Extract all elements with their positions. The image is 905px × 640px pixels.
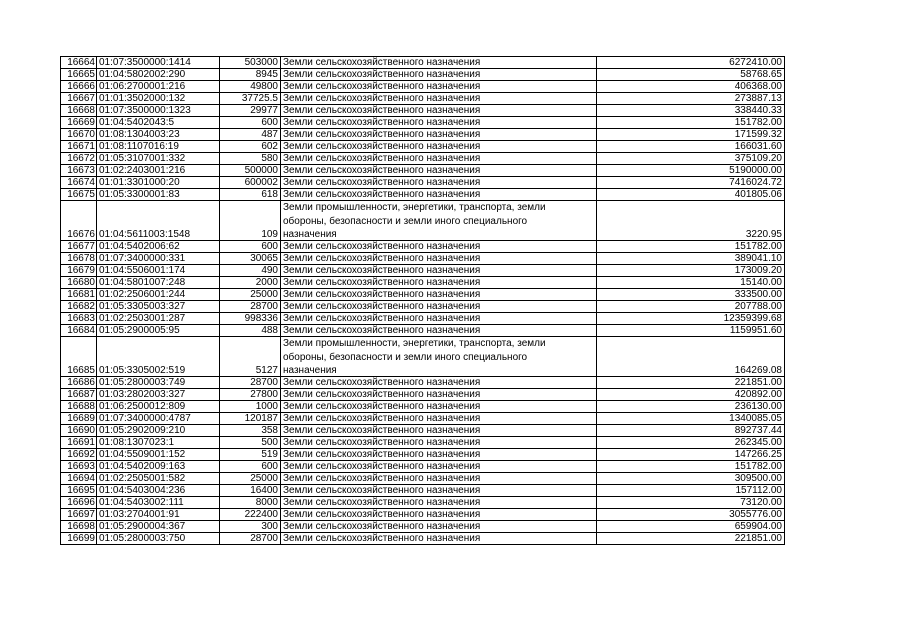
table-row [61, 265, 785, 277]
table-row [61, 93, 785, 105]
row-id-cell: 16676 [61, 201, 97, 241]
land-category-cell [281, 337, 597, 377]
cadastral-number-cell: 01:04:5403002:111 [97, 497, 220, 509]
table-row [61, 473, 785, 485]
land-category-cell [281, 253, 597, 265]
cadastral-number-cell: 01:08:1107016:19 [97, 141, 220, 153]
cadastral-value-cell: 375109.20 [597, 153, 785, 165]
area-cell: 27800 [220, 389, 281, 401]
land-category-line: Земли сельскохозяйственного назначения [283, 533, 481, 544]
table-row [61, 301, 785, 313]
area-cell: 120187 [220, 413, 281, 425]
land-category-cell [281, 201, 597, 241]
table-row [61, 81, 785, 93]
land-category-line: Земли сельскохозяйственного назначения [283, 389, 481, 400]
land-category-cell [281, 377, 597, 389]
table-row [61, 253, 785, 265]
row-id-cell: 16671 [61, 141, 97, 153]
land-category-line: Земли сельскохозяйственного назначения [283, 325, 481, 336]
cadastral-value-cell: 420892.00 [597, 389, 785, 401]
area-cell: 500000 [220, 165, 281, 177]
area-cell: 28700 [220, 301, 281, 313]
table-row [61, 105, 785, 117]
cadastral-number-cell: 01:02:2506001:244 [97, 289, 220, 301]
land-category-cell [281, 509, 597, 521]
row-id-cell: 16665 [61, 69, 97, 81]
row-id-cell: 16693 [61, 461, 97, 473]
land-category-cell [281, 449, 597, 461]
land-category-line: Земли сельскохозяйственного назначения [283, 189, 481, 200]
land-category-line: Земли сельскохозяйственного назначения [283, 165, 481, 176]
cadastral-value-cell: 221851.00 [597, 377, 785, 389]
row-id-cell: 16698 [61, 521, 97, 533]
cadastral-number-cell: 01:04:5403004:236 [97, 485, 220, 497]
row-id-cell: 16699 [61, 533, 97, 545]
land-category-cell [281, 81, 597, 93]
land-category-line: Земли сельскохозяйственного назначения [283, 129, 481, 140]
land-category-cell [281, 301, 597, 313]
table-row [61, 389, 785, 401]
land-category-cell [281, 497, 597, 509]
land-category-cell [281, 129, 597, 141]
table-row [61, 325, 785, 337]
area-cell: 29977 [220, 105, 281, 117]
row-id-cell: 16697 [61, 509, 97, 521]
area-cell: 519 [220, 449, 281, 461]
cadastral-value-cell: 1340085.05 [597, 413, 785, 425]
land-category-line: Земли сельскохозяйственного назначения [283, 509, 481, 520]
row-id-cell: 16668 [61, 105, 97, 117]
land-category-cell [281, 265, 597, 277]
land-category-line: Земли сельскохозяйственного назначения [283, 81, 481, 92]
land-category-line: Земли сельскохозяйственного назначения [283, 141, 481, 152]
cadastral-number-cell: 01:05:2902009:210 [97, 425, 220, 437]
land-category-cell [281, 141, 597, 153]
table-row [61, 313, 785, 325]
table-row [61, 425, 785, 437]
row-id-cell: 16667 [61, 93, 97, 105]
row-id-cell: 16673 [61, 165, 97, 177]
cadastral-value-cell: 401805.06 [597, 189, 785, 201]
area-cell: 49800 [220, 81, 281, 93]
land-category-line: назначения [283, 229, 337, 240]
cadastral-value-cell: 389041.10 [597, 253, 785, 265]
row-id-cell: 16679 [61, 265, 97, 277]
row-id-cell: 16686 [61, 377, 97, 389]
area-cell: 490 [220, 265, 281, 277]
land-category-line: Земли сельскохозяйственного назначения [283, 401, 481, 412]
area-cell: 28700 [220, 533, 281, 545]
land-category-cell [281, 401, 597, 413]
cadastral-number-cell: 01:02:2503001:287 [97, 313, 220, 325]
cadastral-value-cell: 151782.00 [597, 461, 785, 473]
land-category-line: Земли сельскохозяйственного назначения [283, 437, 481, 448]
land-category-line: Земли сельскохозяйственного назначения [283, 57, 481, 68]
cadastral-number-cell: 01:06:2700001:216 [97, 81, 220, 93]
cadastral-number-cell: 01:06:2500012:809 [97, 401, 220, 413]
row-id-cell: 16666 [61, 81, 97, 93]
land-category-cell [281, 153, 597, 165]
row-id-cell: 16674 [61, 177, 97, 189]
table-row [61, 485, 785, 497]
cadastral-number-cell: 01:05:3305002:519 [97, 337, 220, 377]
land-category-line: Земли сельскохозяйственного назначения [283, 301, 481, 312]
land-category-line: Земли сельскохозяйственного назначения [283, 413, 481, 424]
cadastral-value-cell: 171599.32 [597, 129, 785, 141]
area-cell: 109 [220, 201, 281, 241]
land-category-line: Земли сельскохозяйственного назначения [283, 521, 481, 532]
cadastral-number-cell: 01:05:3305003:327 [97, 301, 220, 313]
row-id-cell: 16696 [61, 497, 97, 509]
row-id-cell: 16695 [61, 485, 97, 497]
row-id-cell: 16690 [61, 425, 97, 437]
cadastral-number-cell: 01:03:2802003:327 [97, 389, 220, 401]
area-cell: 37725.5 [220, 93, 281, 105]
land-category-line: Земли сельскохозяйственного назначения [283, 425, 481, 436]
row-id-cell: 16683 [61, 313, 97, 325]
cadastral-value-cell: 273887.13 [597, 93, 785, 105]
table-row [61, 449, 785, 461]
land-category-cell [281, 413, 597, 425]
cadastral-number-cell: 01:05:2900005:95 [97, 325, 220, 337]
land-category-cell [281, 105, 597, 117]
cadastral-value-cell: 333500.00 [597, 289, 785, 301]
cadastral-number-cell: 01:05:2800003:750 [97, 533, 220, 545]
cadastral-number-cell: 01:02:2403001:216 [97, 165, 220, 177]
land-category-cell [281, 521, 597, 533]
row-id-cell: 16692 [61, 449, 97, 461]
cadastral-number-cell: 01:04:5509001:152 [97, 449, 220, 461]
land-category-cell [281, 277, 597, 289]
table-row [61, 129, 785, 141]
table-row [61, 497, 785, 509]
cadastral-number-cell: 01:07:3500000:1323 [97, 105, 220, 117]
cadastral-value-cell: 6272410.00 [597, 57, 785, 69]
cadastral-number-cell: 01:07:3500000:1414 [97, 57, 220, 69]
land-category-line: Земли сельскохозяйственного назначения [283, 461, 481, 472]
cadastral-value-cell: 207788.00 [597, 301, 785, 313]
land-category-cell [281, 389, 597, 401]
row-id-cell: 16694 [61, 473, 97, 485]
cadastral-number-cell: 01:03:2704001:91 [97, 509, 220, 521]
area-cell: 8000 [220, 497, 281, 509]
cadastral-value-cell: 12359399.68 [597, 313, 785, 325]
cadastral-number-cell: 01:07:3400000:331 [97, 253, 220, 265]
area-cell: 500 [220, 437, 281, 449]
cadastral-number-cell: 01:07:3400000:4787 [97, 413, 220, 425]
table-row [61, 401, 785, 413]
row-id-cell: 16670 [61, 129, 97, 141]
area-cell: 2000 [220, 277, 281, 289]
area-cell: 28700 [220, 377, 281, 389]
cadastral-value-cell: 173009.20 [597, 265, 785, 277]
land-category-cell [281, 533, 597, 545]
row-id-cell: 16669 [61, 117, 97, 129]
area-cell: 600 [220, 117, 281, 129]
table-row [61, 521, 785, 533]
land-category-line: Земли сельскохозяйственного назначения [283, 153, 481, 164]
land-category-line: Земли сельскохозяйственного назначения [283, 105, 481, 116]
land-category-line: Земли сельскохозяйственного назначения [283, 377, 481, 388]
table-row [61, 189, 785, 201]
cadastral-value-cell: 3055776.00 [597, 509, 785, 521]
row-id-cell: 16684 [61, 325, 97, 337]
land-category-line: обороны, безопасности и земли иного специального [283, 352, 528, 363]
cadastral-number-cell: 01:08:1304003:23 [97, 129, 220, 141]
row-id-cell: 16677 [61, 241, 97, 253]
land-category-cell [281, 57, 597, 69]
cadastral-number-cell: 01:05:2900004:367 [97, 521, 220, 533]
cadastral-value-cell: 166031.60 [597, 141, 785, 153]
area-cell: 600002 [220, 177, 281, 189]
cadastral-value-cell: 147266.25 [597, 449, 785, 461]
land-category-cell [281, 473, 597, 485]
table-row [61, 533, 785, 545]
cadastral-value-cell: 659904.00 [597, 521, 785, 533]
cadastral-number-cell: 01:04:5506001:174 [97, 265, 220, 277]
area-cell: 600 [220, 241, 281, 253]
row-id-cell: 16664 [61, 57, 97, 69]
land-category-cell [281, 241, 597, 253]
area-cell: 25000 [220, 473, 281, 485]
cadastral-value-cell: 221851.00 [597, 533, 785, 545]
row-id-cell: 16685 [61, 337, 97, 377]
land-category-line: Земли сельскохозяйственного назначения [283, 313, 481, 324]
area-cell: 580 [220, 153, 281, 165]
land-category-line: Земли сельскохозяйственного назначения [283, 241, 481, 252]
land-category-cell [281, 461, 597, 473]
land-category-cell [281, 189, 597, 201]
table-row [61, 413, 785, 425]
land-category-cell [281, 325, 597, 337]
land-category-line: назначения [283, 365, 337, 376]
area-cell: 222400 [220, 509, 281, 521]
land-category-line: Земли сельскохозяйственного назначения [283, 289, 481, 300]
cadastral-value-cell: 164269.08 [597, 337, 785, 377]
area-cell: 618 [220, 189, 281, 201]
table-row [61, 241, 785, 253]
cadastral-value-cell: 338440.33 [597, 105, 785, 117]
table-row [61, 165, 785, 177]
land-category-cell [281, 313, 597, 325]
cadastral-number-cell: 01:01:3502000:132 [97, 93, 220, 105]
cadastral-number-cell: 01:05:3300001:83 [97, 189, 220, 201]
table-row [61, 141, 785, 153]
land-category-line: Земли сельскохозяйственного назначения [283, 69, 481, 80]
cadastral-value-cell: 309500.00 [597, 473, 785, 485]
land-registry-table [60, 56, 785, 545]
land-category-line: Земли сельскохозяйственного назначения [283, 485, 481, 496]
cadastral-value-cell: 262345.00 [597, 437, 785, 449]
row-id-cell: 16681 [61, 289, 97, 301]
land-category-cell [281, 485, 597, 497]
land-category-line: Земли сельскохозяйственного назначения [283, 93, 481, 104]
cadastral-value-cell: 15140.00 [597, 277, 785, 289]
cadastral-value-cell: 7416024.72 [597, 177, 785, 189]
land-category-cell [281, 117, 597, 129]
land-category-line: Земли промышленности, энергетики, транспорта, земли [283, 202, 546, 213]
land-category-line: Земли сельскохозяйственного назначения [283, 265, 481, 276]
table-row [61, 69, 785, 81]
cadastral-number-cell: 01:01:3301000:20 [97, 177, 220, 189]
row-id-cell: 16675 [61, 189, 97, 201]
land-category-line: Земли сельскохозяйственного назначения [283, 449, 481, 460]
row-id-cell: 16682 [61, 301, 97, 313]
table-row [61, 117, 785, 129]
cadastral-number-cell: 01:04:5402043:5 [97, 117, 220, 129]
cadastral-value-cell: 3220.95 [597, 201, 785, 241]
cadastral-value-cell: 157112.00 [597, 485, 785, 497]
cadastral-number-cell: 01:02:2505001:582 [97, 473, 220, 485]
row-id-cell: 16678 [61, 253, 97, 265]
cadastral-number-cell: 01:04:5801007:248 [97, 277, 220, 289]
row-id-cell: 16689 [61, 413, 97, 425]
land-category-cell [281, 93, 597, 105]
table-row [61, 337, 785, 377]
area-cell: 503000 [220, 57, 281, 69]
area-cell: 487 [220, 129, 281, 141]
area-cell: 25000 [220, 289, 281, 301]
row-id-cell: 16691 [61, 437, 97, 449]
row-id-cell: 16672 [61, 153, 97, 165]
cadastral-value-cell: 58768.65 [597, 69, 785, 81]
cadastral-number-cell: 01:05:2800003:749 [97, 377, 220, 389]
table-row [61, 509, 785, 521]
area-cell: 5127 [220, 337, 281, 377]
land-category-line: Земли сельскохозяйственного назначения [283, 473, 481, 484]
land-category-cell [281, 437, 597, 449]
area-cell: 1000 [220, 401, 281, 413]
land-category-cell [281, 177, 597, 189]
area-cell: 488 [220, 325, 281, 337]
table-row [61, 377, 785, 389]
cadastral-value-cell: 73120.00 [597, 497, 785, 509]
area-cell: 16400 [220, 485, 281, 497]
table-row [61, 437, 785, 449]
cadastral-value-cell: 1159951.60 [597, 325, 785, 337]
cadastral-value-cell: 5190000.00 [597, 165, 785, 177]
land-category-cell [281, 69, 597, 81]
row-id-cell: 16687 [61, 389, 97, 401]
area-cell: 602 [220, 141, 281, 153]
cadastral-number-cell: 01:08:1307023:1 [97, 437, 220, 449]
land-category-line: Земли промышленности, энергетики, транспорта, земли [283, 338, 546, 349]
land-category-line: обороны, безопасности и земли иного специального [283, 216, 528, 227]
cadastral-number-cell: 01:04:5402006:62 [97, 241, 220, 253]
table-row [61, 57, 785, 69]
area-cell: 600 [220, 461, 281, 473]
area-cell: 30065 [220, 253, 281, 265]
land-category-line: Земли сельскохозяйственного назначения [283, 117, 481, 128]
land-category-line: Земли сельскохозяйственного назначения [283, 177, 481, 188]
table-row [61, 201, 785, 241]
cadastral-value-cell: 151782.00 [597, 241, 785, 253]
area-cell: 8945 [220, 69, 281, 81]
table-body [61, 57, 785, 545]
table-row [61, 177, 785, 189]
area-cell: 998336 [220, 313, 281, 325]
row-id-cell: 16680 [61, 277, 97, 289]
land-category-cell [281, 289, 597, 301]
cadastral-number-cell: 01:04:5802002:290 [97, 69, 220, 81]
land-category-line: Земли сельскохозяйственного назначения [283, 253, 481, 264]
table-row [61, 461, 785, 473]
cadastral-number-cell: 01:04:5611003:1548 [97, 201, 220, 241]
land-category-cell [281, 165, 597, 177]
land-category-line: Земли сельскохозяйственного назначения [283, 277, 481, 288]
cadastral-value-cell: 406368.00 [597, 81, 785, 93]
row-id-cell: 16688 [61, 401, 97, 413]
cadastral-value-cell: 892737.44 [597, 425, 785, 437]
cadastral-value-cell: 151782.00 [597, 117, 785, 129]
area-cell: 300 [220, 521, 281, 533]
cadastral-value-cell: 236130.00 [597, 401, 785, 413]
area-cell: 358 [220, 425, 281, 437]
table-row [61, 277, 785, 289]
table-row [61, 153, 785, 165]
table-row [61, 289, 785, 301]
land-category-line: Земли сельскохозяйственного назначения [283, 497, 481, 508]
land-category-cell [281, 425, 597, 437]
cadastral-number-cell: 01:05:3107001:332 [97, 153, 220, 165]
cadastral-number-cell: 01:04:5402009:163 [97, 461, 220, 473]
